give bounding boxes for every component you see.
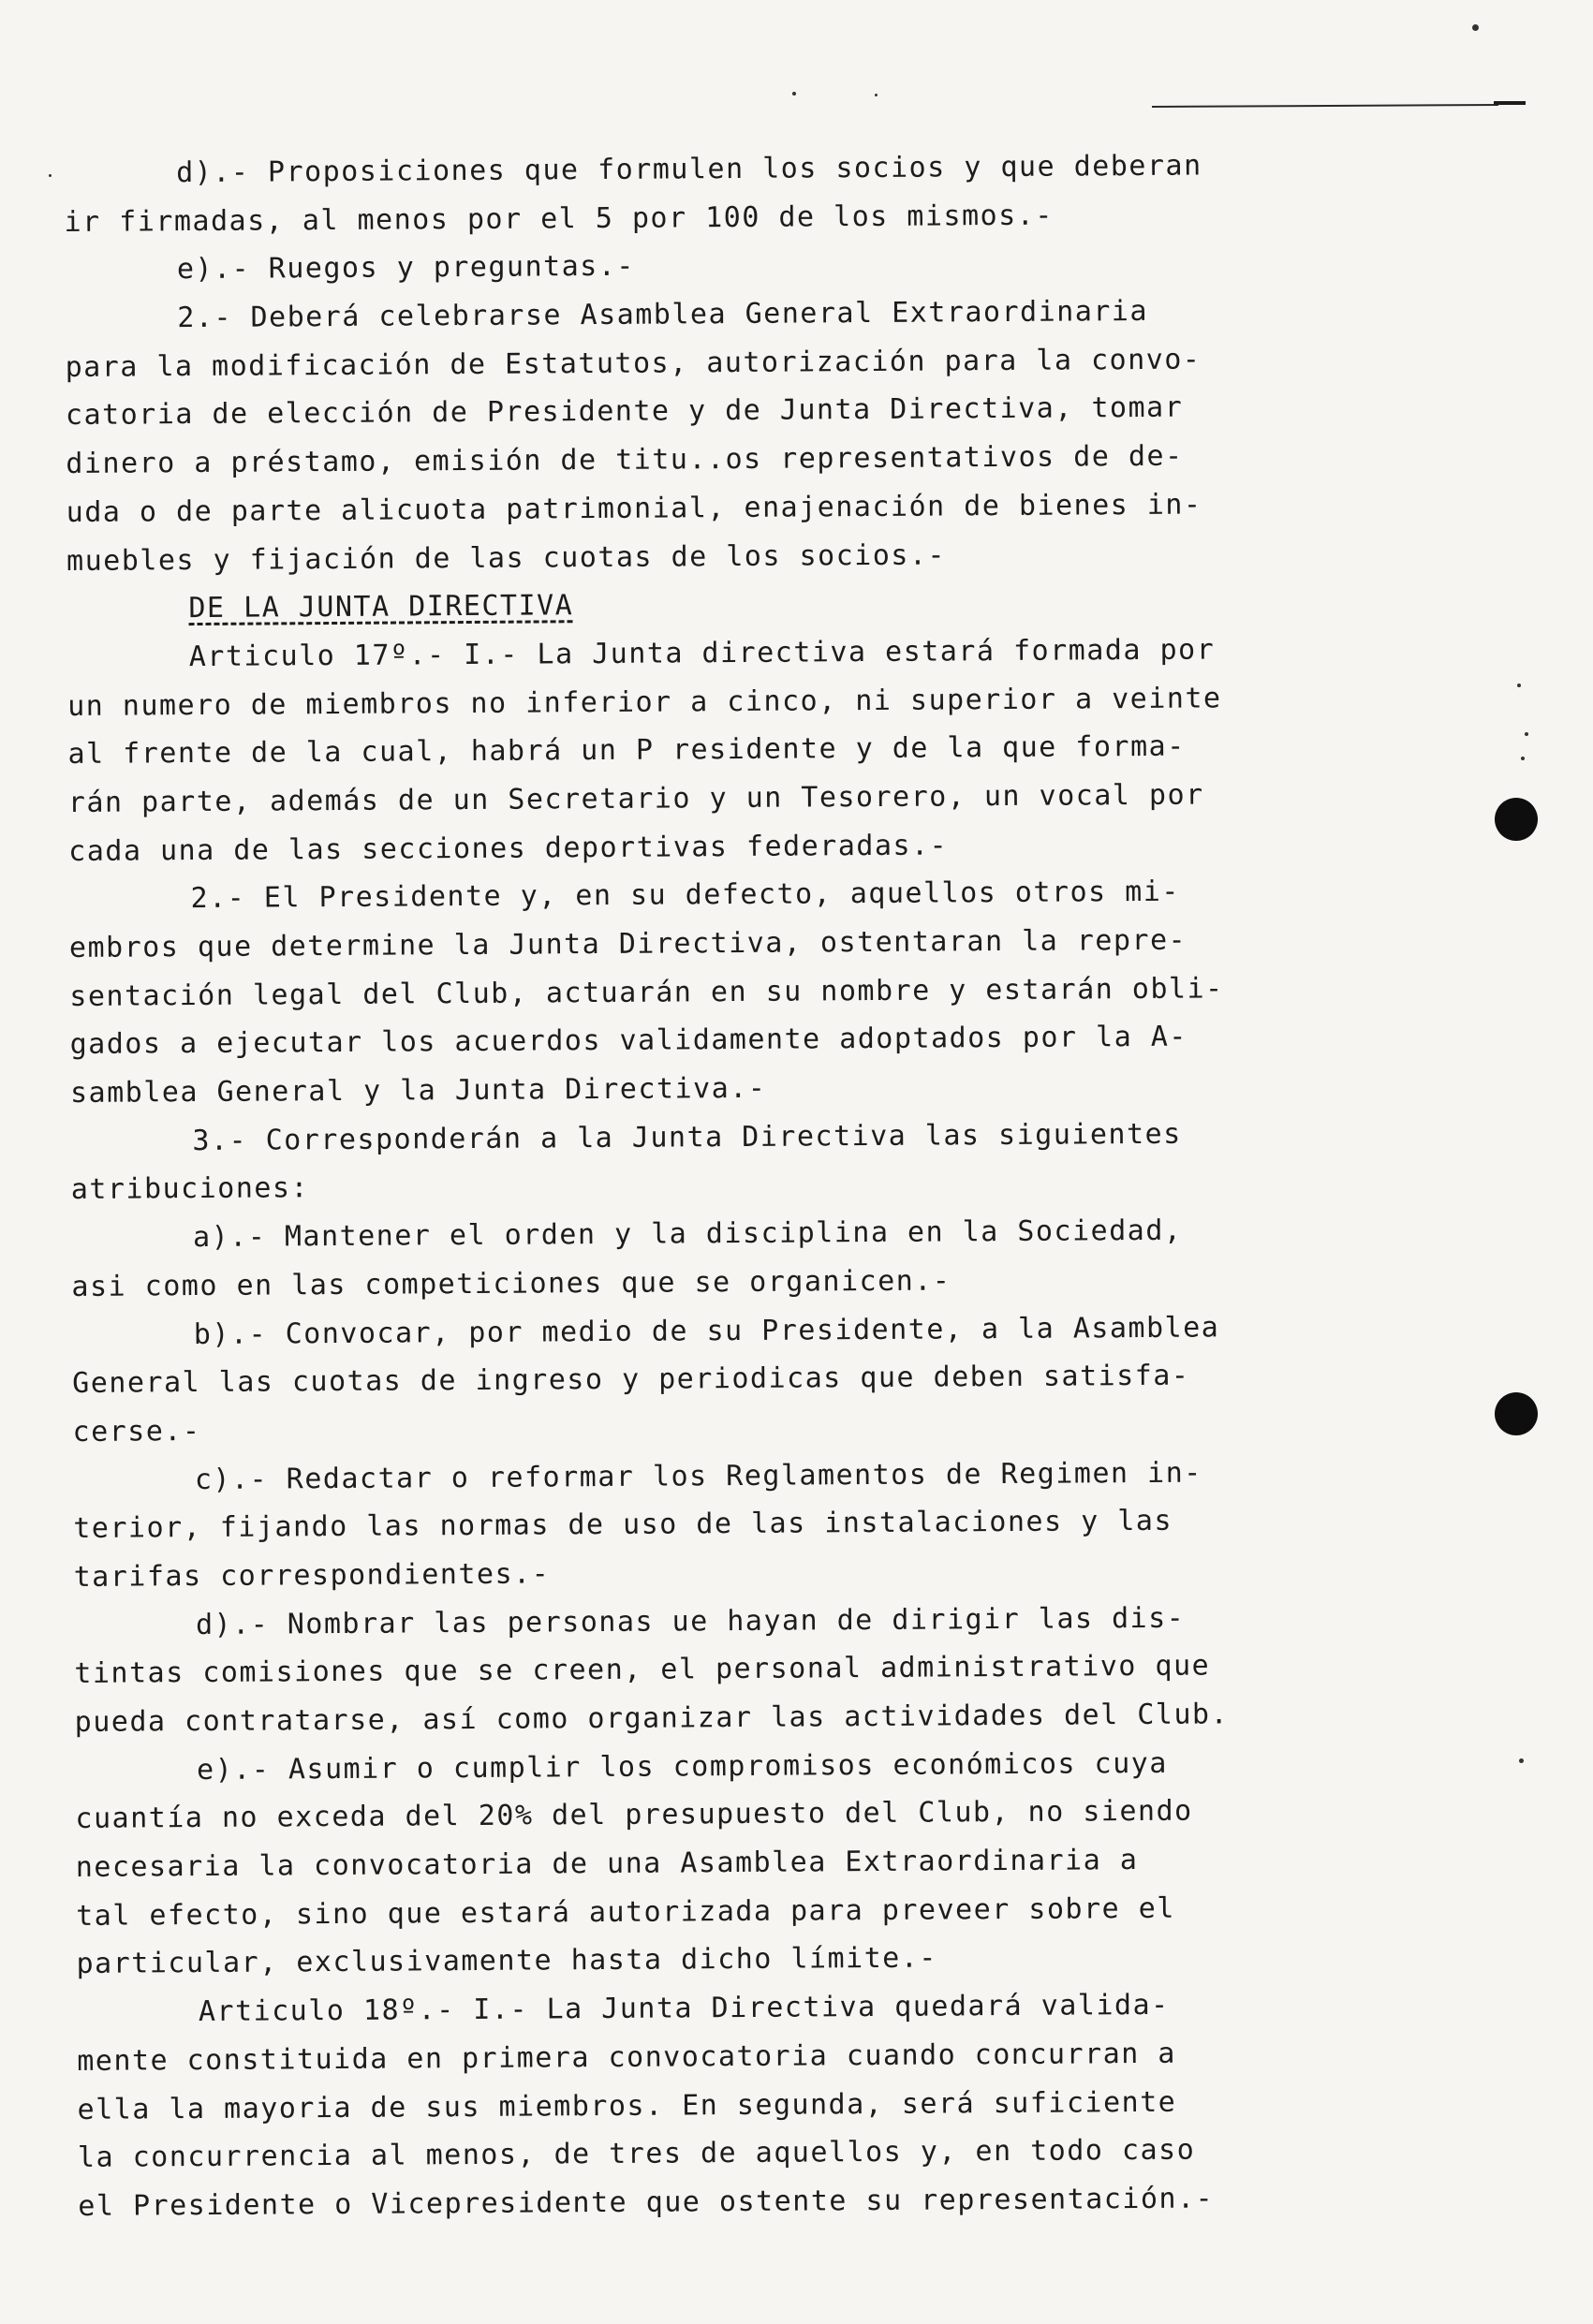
ink-speck bbox=[792, 92, 796, 96]
text-line: catoria de elección de Presidente y de Junta Directiva, tomar bbox=[65, 391, 1184, 433]
top-rule-line bbox=[1152, 104, 1498, 108]
text-line: e).- Asumir o cumplir los compromisos económicos cuya bbox=[196, 1746, 1168, 1787]
ink-speck bbox=[1519, 1758, 1524, 1763]
text-line: necesaria la convocatoria de una Asamblea Extraordinaria a bbox=[75, 1844, 1139, 1885]
text-line: tal efecto, sino que estará autorizada para preveer sobre el bbox=[76, 1891, 1175, 1933]
text-line: a).- Mantener el orden y la disciplina en la Sociedad, bbox=[192, 1213, 1183, 1255]
text-line: ir firmadas, al menos por el 5 por 100 de los mismos.- bbox=[64, 199, 1054, 239]
ink-speck bbox=[1521, 757, 1525, 760]
text-line: dinero a préstamo, emisión de titu..os representativos de de- bbox=[66, 439, 1184, 481]
text-line: atribuciones: bbox=[70, 1171, 310, 1207]
ink-speck bbox=[1472, 24, 1479, 31]
ink-speck bbox=[49, 174, 52, 177]
text-line: b).- Convocar, por medio de su Presidente, a la Asamblea bbox=[193, 1310, 1220, 1351]
ink-speck bbox=[1525, 732, 1528, 736]
text-line: d).- Proposiciones que formulen los socios y que deberan bbox=[176, 149, 1202, 190]
text-line: Articulo 18º.- I.- La Junta Directiva quedará valida- bbox=[198, 1988, 1170, 2029]
text-line: terior, fijando las normas de uso de las instalaciones y las bbox=[73, 1505, 1173, 1546]
text-line: pueda contratarse, así como organizar las actividades del Club. bbox=[74, 1698, 1230, 1739]
text-line: tintas comisiones que se creen, el personal administrativo que bbox=[74, 1649, 1211, 1691]
text-line: e).- Ruegos y preguntas.- bbox=[176, 250, 636, 287]
text-line: al frente de la cual, habrá un P residente y de la que forma- bbox=[67, 729, 1186, 772]
punch-hole-upper bbox=[1495, 798, 1538, 841]
text-line: cada una de las secciones deportivas federadas.- bbox=[68, 829, 949, 868]
top-rule-mark bbox=[1494, 101, 1526, 105]
document-body bbox=[64, 140, 1379, 2230]
text-line: cerse.- bbox=[72, 1414, 201, 1449]
text-line: rán parte, además de un Secretario y un Tesorero, un vocal por bbox=[67, 778, 1204, 819]
text-line: tarifas correspondientes.- bbox=[73, 1557, 551, 1594]
text-line: un numero de miembros no inferior a cinco, ni superior a veinte bbox=[67, 681, 1222, 723]
text-line: cuantía no exceda del 20% del presupuesto del Club, no siendo bbox=[75, 1795, 1193, 1836]
text-line: para la modificación de Estatutos, autorización para la convo- bbox=[65, 343, 1202, 384]
ink-speck bbox=[1517, 684, 1521, 687]
ink-speck bbox=[875, 94, 878, 96]
text-line: General las cuotas de ingreso y periodicas que deben satisfa- bbox=[72, 1359, 1190, 1401]
text-line: el Presidente o Vicepresidente que ostente su representación.- bbox=[78, 2182, 1215, 2223]
text-line: samblea General y la Junta Directiva.- bbox=[69, 1071, 767, 1111]
text-line: asi como en las competiciones que se organicen.- bbox=[71, 1264, 951, 1303]
text-line: mente constituida en primera convocatoria cuando concurran a bbox=[77, 2037, 1177, 2078]
text-line: 3.- Corresponderán a la Junta Directiva las siguientes bbox=[192, 1117, 1182, 1157]
text-line: c).- Redactar o reformar los Reglamentos de Regimen in- bbox=[194, 1456, 1202, 1496]
punch-hole-lower bbox=[1495, 1392, 1538, 1435]
text-line: muebles y fijación de las cuotas de los socios.- bbox=[66, 537, 947, 578]
text-line: particular, exclusivamente hasta dicho límite.- bbox=[76, 1941, 938, 1981]
text-line: embros que determine la Junta Directiva, ostentaran la repre- bbox=[68, 923, 1187, 964]
section-heading: DE LA JUNTA DIRECTIVA bbox=[188, 589, 574, 625]
text-line: ella la mayoria de sus miembros. En segunda, será suficiente bbox=[77, 2085, 1177, 2126]
text-line: 2.- El Presidente y, en su defecto, aquellos otros mi- bbox=[190, 875, 1181, 916]
text-line: 2.- Deberá celebrarse Asamblea General Extraordinaria bbox=[177, 294, 1149, 335]
text-line: Articulo 17º.- I.- La Junta directiva estará formada por bbox=[188, 633, 1216, 673]
text-line: d).- Nombrar las personas ue hayan de dirigir las dis- bbox=[195, 1601, 1186, 1641]
text-line: uda o de parte alicuota patrimonial, enajenación de bienes in- bbox=[66, 488, 1202, 529]
text-line: gados a ejecutar los acuerdos validamente adoptados por la A- bbox=[69, 1021, 1188, 1062]
text-line: la concurrencia al menos, de tres de aquellos y, en todo caso bbox=[77, 2133, 1196, 2175]
text-line: sentación legal del Club, actuarán en su nombre y estarán obli- bbox=[69, 972, 1224, 1013]
